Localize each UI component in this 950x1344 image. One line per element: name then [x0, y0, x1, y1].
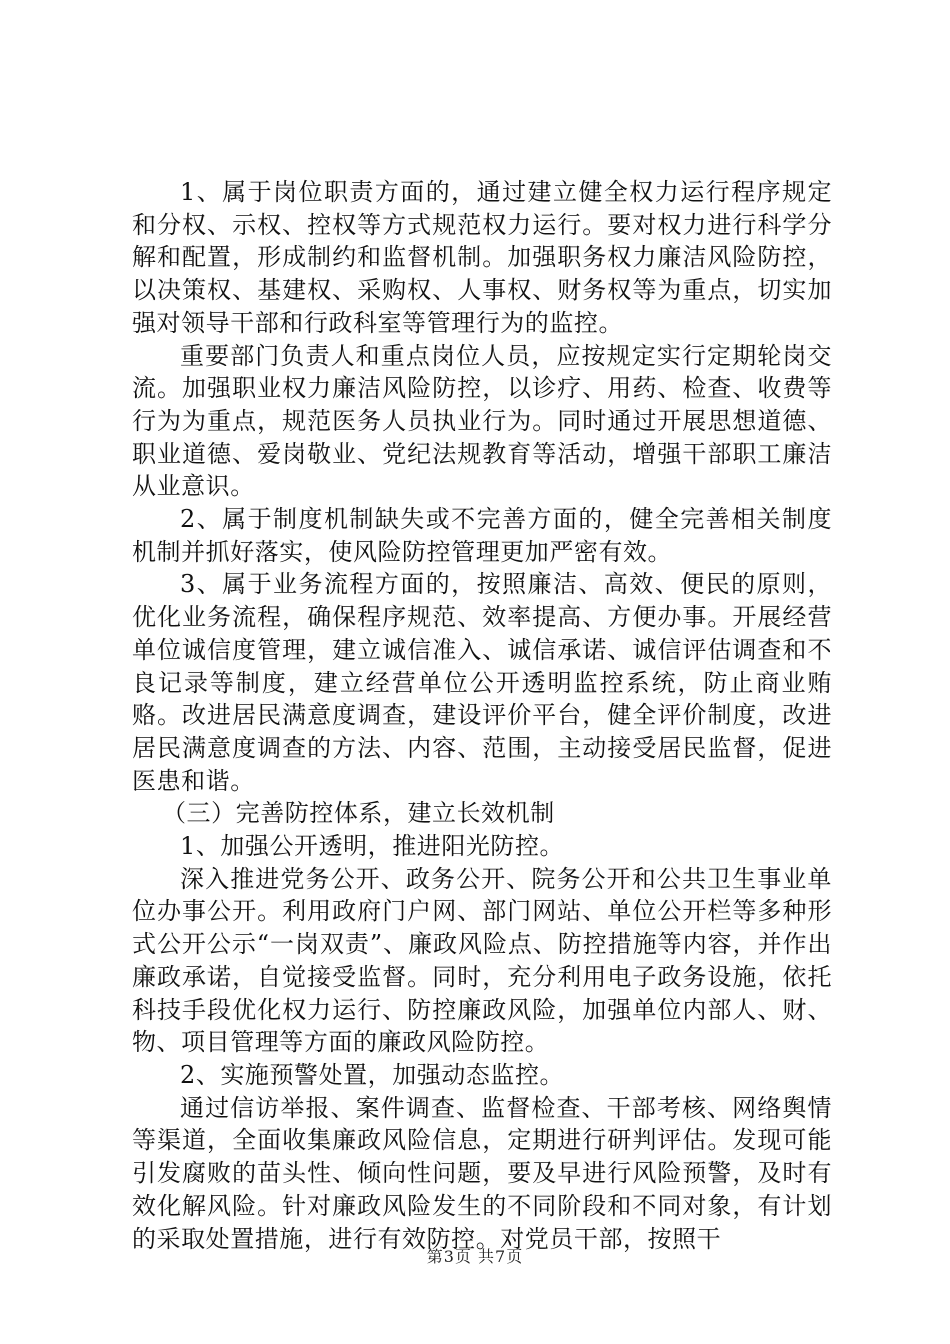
subheading-transparency: 1、加强公开透明，推进阳光防控。 — [180, 832, 565, 861]
paragraph-rotation: 重要部门负责人和重点岗位人员，应按规定实行定期轮岗交流。加强职业权力廉洁风险防控，以诊疗、用药、检查、收费等行为为重点，规范医务人员执业行为。同时通过开展思想道德、职业道德、爱岗敬业、党纪法规教育等活动，增强干部职工廉洁从业意识。 — [132, 341, 832, 501]
section-heading: （三）完善防控体系，建立长效机制 — [162, 799, 555, 828]
subheading-early-warning: 2、实施预警处置，加强动态监控。 — [180, 1060, 565, 1089]
paragraph-openness: 深入推进党务公开、政务公开、院务公开和公共卫生事业单位办事公开。利用政府门户网、部门网站、单位公开栏等多种形式公开公示“一岗双责”、廉政风险点、防控措施等内容，并作出廉政承诺，自觉接受监督。同时，充分利用电子政务设施，依托科技手段优化权力运行、防控廉政风险，加强单位内部人、财、物、项目管理等方面的廉政风险防控。 — [132, 864, 832, 1057]
paragraph-institutional-mechanism: 2、属于制度机制缺失或不完善方面的，健全完善相关制度机制并抓好落实，使风险防控管理更加严密有效。 — [132, 505, 832, 566]
paragraph-job-duties: 1、属于岗位职责方面的，通过建立健全权力运行程序规定和分权、示权、控权等方式规范权力运行。要对权力进行科学分解和配置，形成制约和监督机制。加强职务权力廉洁风险防控，以决策权、基建权、采购权、人事权、财务权等为重点，切实加强对领导干部和行政科室等管理行为的监控。 — [132, 178, 832, 337]
paragraph-business-process: 3、属于业务流程方面的，按照廉洁、高效、便民的原则，优化业务流程，确保程序规范、效率提高、方便办事。开展经营单位诚信度管理，建立诚信准入、诚信承诺、诚信评估调查和不良记录等制度，建立经营单位公开透明监控系统，防止商业贿赂。改进居民满意度调查，建设评价平台，健全评价制度，改进居民满意度调查的方法、内容、范围，主动接受居民监督，促进医患和谐。 — [132, 570, 832, 795]
page-number-footer: 第3页 共7页 — [426, 1247, 524, 1266]
document-body — [132, 176, 832, 1255]
paragraph-early-warning: 通过信访举报、案件调查、监督检查、干部考核、网络舆情等渠道，全面收集廉政风险信息，定期进行研判评估。发现可能引发腐败的苗头性、倾向性问题，要及早进行风险预警，及时有效化解风险。针对廉政风险发生的不同阶段和不同对象，有计划的采取处置措施，进行有效防控。对党员干部，按照干 — [132, 1093, 832, 1253]
